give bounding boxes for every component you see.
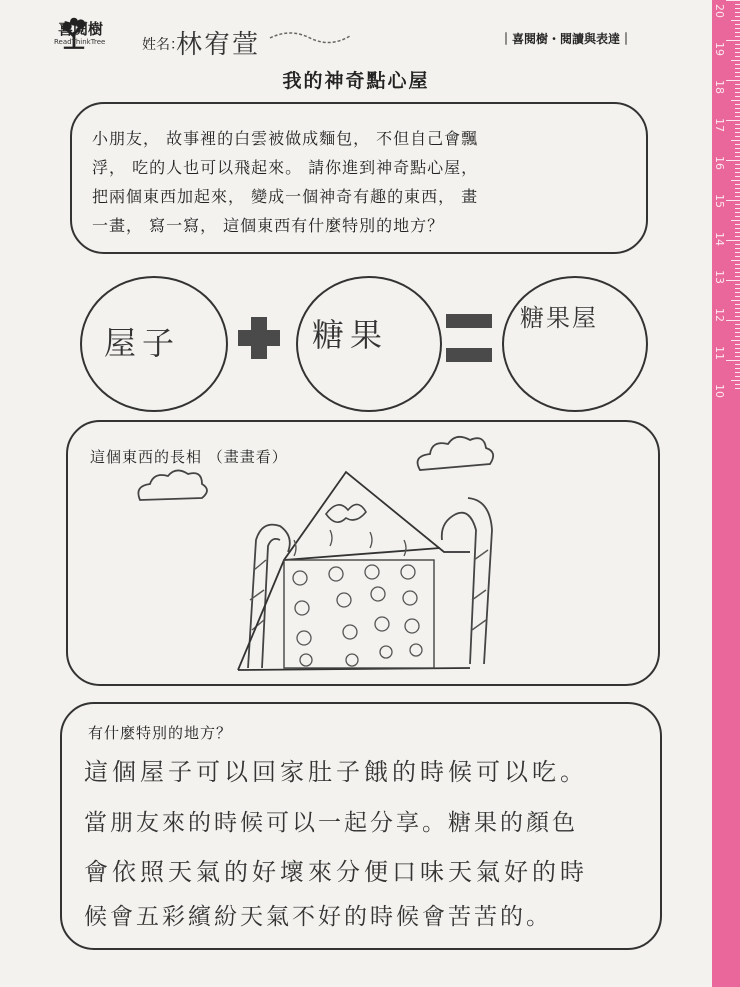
ruler-tick bbox=[735, 296, 740, 297]
ruler-tick bbox=[735, 64, 740, 65]
series-header: ｜喜閱樹・閱讀與表達｜ bbox=[500, 32, 633, 46]
ruler-tick bbox=[731, 180, 740, 181]
ruler-tick bbox=[731, 100, 740, 101]
ruler-tick bbox=[735, 232, 740, 233]
ruler-number: 19 bbox=[713, 42, 726, 56]
ruler-tick bbox=[735, 172, 740, 173]
ruler-tick bbox=[731, 260, 740, 261]
ruler-number: 18 bbox=[713, 80, 726, 94]
ruler-tick bbox=[735, 332, 740, 333]
ruler-tick bbox=[735, 184, 740, 185]
ruler-tick bbox=[735, 252, 740, 253]
ruler-tick bbox=[735, 272, 740, 273]
ruler-tick bbox=[735, 156, 740, 157]
ruler-number: 17 bbox=[713, 118, 726, 132]
ruler-tick bbox=[726, 0, 740, 1]
ruler-tick bbox=[735, 316, 740, 317]
ruler-tick bbox=[735, 264, 740, 265]
ruler-tick bbox=[735, 368, 740, 369]
ruler-tick bbox=[735, 108, 740, 109]
ruler-tick bbox=[731, 340, 740, 341]
ruler-tick bbox=[735, 132, 740, 133]
ruler-tick bbox=[735, 104, 740, 105]
logo-subtext: ReadThinkTree bbox=[54, 38, 106, 46]
ruler-tick bbox=[735, 68, 740, 69]
answer-label: 有什麼特別的地方？ bbox=[88, 724, 233, 742]
ruler-tick bbox=[735, 344, 740, 345]
ruler-tick bbox=[735, 148, 740, 149]
instruction-line: 一畫， 寫一寫， 這個東西有什麼特別的地方？ bbox=[92, 216, 445, 235]
ruler-tick bbox=[735, 176, 740, 177]
instruction-line: 小朋友， 故事裡的白雲被做成麵包， 不但自己會飄 bbox=[92, 129, 479, 148]
ruler-tick bbox=[735, 356, 740, 357]
ruler-tick bbox=[735, 16, 740, 17]
instruction-line: 浮， 吃的人也可以飛起來。 請你進到神奇點心屋， bbox=[92, 158, 479, 177]
ruler-tick bbox=[735, 248, 740, 249]
logo-text: 喜閱樹 bbox=[58, 20, 104, 38]
ruler-tick bbox=[726, 200, 740, 201]
drawing-label: 這個東西的長相 （畫畫看） bbox=[90, 448, 288, 466]
ruler-tick bbox=[735, 84, 740, 85]
ruler-tick bbox=[735, 204, 740, 205]
ruler-tick bbox=[735, 136, 740, 137]
ruler-tick bbox=[731, 20, 740, 21]
result-handwritten: 糖果屋 bbox=[520, 304, 598, 332]
cloud-left-icon bbox=[138, 470, 207, 500]
ruler-tick bbox=[735, 364, 740, 365]
ruler-tick bbox=[735, 52, 740, 53]
answer-line-handwritten: 候會五彩繽紛天氣不好的時候會苦苦的。 bbox=[84, 904, 552, 930]
ruler-tick bbox=[735, 208, 740, 209]
ruler-tick bbox=[731, 300, 740, 301]
name-label: 姓名： bbox=[142, 37, 184, 53]
ruler-tick bbox=[731, 60, 740, 61]
ruler-tick bbox=[735, 128, 740, 129]
ruler-tick bbox=[735, 324, 740, 325]
ruler-tick bbox=[731, 380, 740, 381]
ruler-tick bbox=[726, 80, 740, 81]
ruler-tick bbox=[735, 24, 740, 25]
ruler-tick bbox=[726, 160, 740, 161]
ruler-number: 16 bbox=[713, 156, 726, 170]
ruler-tick bbox=[731, 220, 740, 221]
ruler-tick bbox=[735, 188, 740, 189]
ruler-tick bbox=[735, 292, 740, 293]
ruler-tick bbox=[726, 280, 740, 281]
answer-line-handwritten: 會依照天氣的好壞來分便口味天氣好的時 bbox=[84, 858, 588, 886]
ruler-tick bbox=[726, 320, 740, 321]
ruler-tick bbox=[735, 288, 740, 289]
ruler-tick bbox=[735, 224, 740, 225]
ruler-tick bbox=[735, 312, 740, 313]
ruler-tick bbox=[735, 144, 740, 145]
ruler-tick bbox=[735, 304, 740, 305]
item2-handwritten: 糖果 bbox=[312, 316, 389, 354]
ruler-tick bbox=[735, 8, 740, 9]
ruler-tick bbox=[735, 96, 740, 97]
ruler-tick bbox=[735, 168, 740, 169]
ruler-tick bbox=[735, 336, 740, 337]
item1-handwritten: 屋子 bbox=[104, 324, 181, 362]
ruler-tick bbox=[735, 376, 740, 377]
ruler-tick bbox=[731, 140, 740, 141]
ruler-tick bbox=[735, 388, 740, 389]
ruler-tick bbox=[735, 92, 740, 93]
ruler-tick bbox=[735, 348, 740, 349]
ruler-tick bbox=[735, 276, 740, 277]
ruler-tick bbox=[735, 308, 740, 309]
ruler-tick bbox=[735, 152, 740, 153]
ruler-tick bbox=[735, 88, 740, 89]
ruler-tick bbox=[735, 284, 740, 285]
instruction-line: 把兩個東西加起來， 變成一個神奇有趣的東西， 畫 bbox=[92, 187, 479, 206]
ruler-tick bbox=[735, 352, 740, 353]
ruler-number: 15 bbox=[713, 194, 726, 208]
ruler-tick bbox=[735, 76, 740, 77]
ruler-number: 20 bbox=[713, 4, 726, 18]
ruler-tick bbox=[735, 384, 740, 385]
ruler-tick bbox=[735, 244, 740, 245]
ruler-tick bbox=[735, 372, 740, 373]
ruler-tick bbox=[735, 36, 740, 37]
ruler-tick bbox=[735, 28, 740, 29]
ruler-tick bbox=[735, 48, 740, 49]
cloud-right-icon bbox=[418, 437, 494, 470]
ruler-number: 10 bbox=[713, 384, 726, 398]
ruler-tick bbox=[735, 216, 740, 217]
ruler-tick bbox=[735, 256, 740, 257]
ruler-number: 14 bbox=[713, 232, 726, 246]
answer-line-handwritten: 當朋友來的時候可以一起分享。糖果的顏色 bbox=[84, 810, 578, 836]
ruler-tick bbox=[735, 328, 740, 329]
ruler-tick bbox=[726, 240, 740, 241]
ruler-tick bbox=[735, 164, 740, 165]
ruler-tick bbox=[735, 124, 740, 125]
name-value-handwritten: 林宥萱 bbox=[176, 30, 261, 60]
ruler-tick bbox=[735, 196, 740, 197]
ruler-number: 12 bbox=[713, 308, 726, 322]
ruler-tick bbox=[735, 72, 740, 73]
ruler-number: 13 bbox=[713, 270, 726, 284]
ruler-tick bbox=[726, 40, 740, 41]
ruler-tick bbox=[735, 268, 740, 269]
ruler-tick bbox=[726, 360, 740, 361]
ruler-tick bbox=[735, 236, 740, 237]
ruler-tick bbox=[735, 56, 740, 57]
ruler-tick bbox=[735, 32, 740, 33]
pink-ruler bbox=[712, 0, 740, 987]
ruler-tick bbox=[735, 192, 740, 193]
ruler-tick bbox=[735, 12, 740, 13]
ruler-tick bbox=[735, 4, 740, 5]
ruler-tick bbox=[735, 116, 740, 117]
answer-line-handwritten: 這個屋子可以回家肚子餓的時候可以吃。 bbox=[84, 758, 588, 786]
ruler-tick bbox=[726, 120, 740, 121]
ruler-tick bbox=[735, 228, 740, 229]
ruler-tick bbox=[735, 112, 740, 113]
ruler-tick bbox=[735, 212, 740, 213]
ruler-tick bbox=[735, 44, 740, 45]
page-title: 我的神奇點心屋 bbox=[282, 70, 430, 92]
ruler-number: 11 bbox=[713, 346, 726, 360]
